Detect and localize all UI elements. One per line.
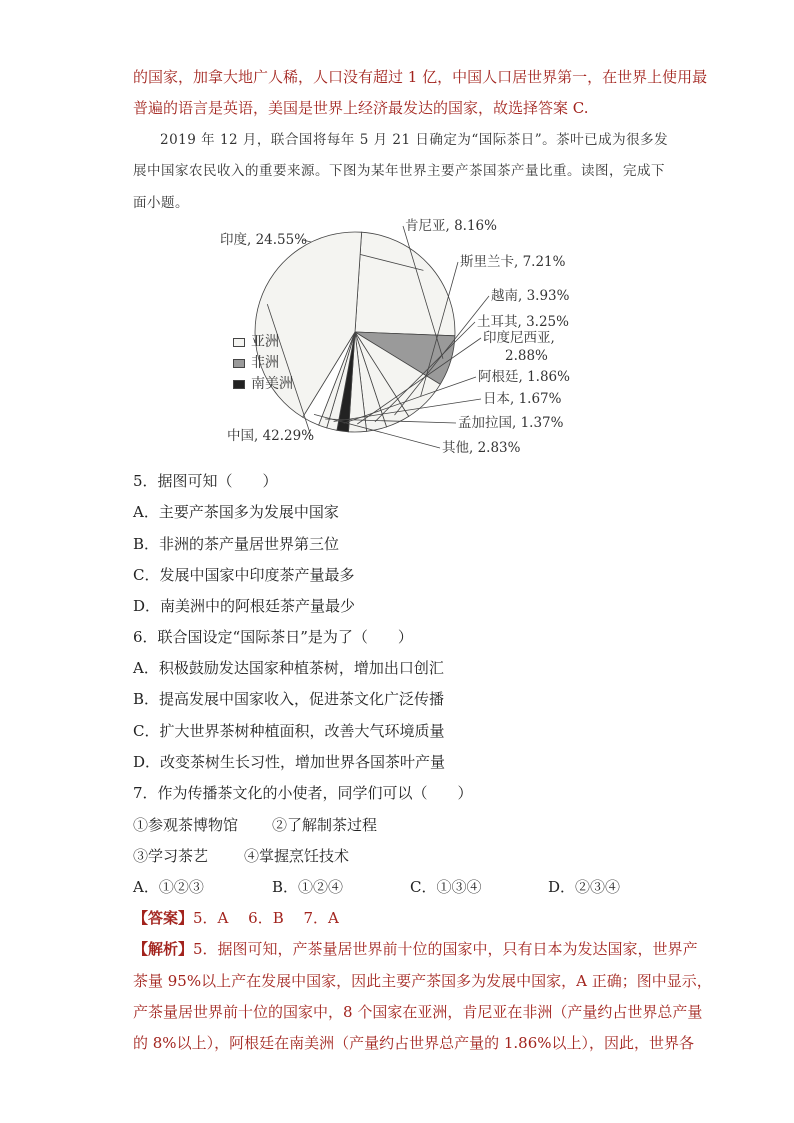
analysis-line-4: 的 8%以上），阿根廷在南美洲（产量约占世界总产量的 1.86%以上），因此，世界各 <box>133 1034 694 1052</box>
intro-line-2: 展中国家农民收入的重要来源。下图为某年世界主要产茶国茶产量比重。读图，完成下 <box>133 163 665 179</box>
question-6-stem: 6．联合国设定“国际茶日”是为了（ ） <box>133 628 413 646</box>
legend-swatch-asia <box>233 338 245 347</box>
legend-swatch-south-america <box>233 380 245 389</box>
question-7-item-4: ④掌握烹饪技术 <box>244 847 350 865</box>
pie-label-土耳其: 土耳其, 3.25% <box>477 314 569 330</box>
question-6-option-c: C．扩大世界茶树种植面积，改善大气环境质量 <box>133 722 445 740</box>
question-7-stem: 7．作为传播茶文化的小使者，同学们可以（ ） <box>133 784 473 802</box>
question-5-option-c: C．发展中国家中印度茶产量最多 <box>133 566 355 584</box>
pie-label-印度尼西亚-value: 2.88% <box>505 348 548 364</box>
legend-label-africa: 非洲 <box>251 355 279 371</box>
legend-item-africa <box>233 352 279 372</box>
pie-label-孟加拉国: 孟加拉国, 1.37% <box>458 415 564 431</box>
previous-answer-line-2: 普遍的语言是英语，美国是世界上经济最发达的国家，故选择答案 C. <box>133 99 589 117</box>
question-6-option-d: D．改变茶树生长习性，增加世界各国茶叶产量 <box>133 753 446 771</box>
pie-label-其他: 其他, 2.83% <box>442 440 521 456</box>
analysis-line-3: 产茶量居世界前十位的国家中，8 个国家在亚洲，肯尼亚在非洲（产量约占世界总产量 <box>133 1003 703 1021</box>
pie-label-越南: 越南, 3.93% <box>491 288 570 304</box>
answer-tag: 【答案】 <box>133 909 194 927</box>
pie-label-印度尼西亚: 印度尼西亚, <box>483 330 555 346</box>
intro-line-1: 2019 年 12 月，联合国将每年 5 月 21 日确定为“国际茶日”。茶叶已成为很多发 <box>160 132 669 148</box>
answer-text: 5．A 6．B 7．A <box>193 909 339 927</box>
question-7-option-c: C．①③④ <box>410 878 482 896</box>
pie-label-肯尼亚: 肯尼亚, 8.16% <box>405 218 497 234</box>
intro-line-3: 面小题。 <box>133 195 189 211</box>
question-6-option-a: A．积极鼓励发达国家种植茶树，增加出口创汇 <box>133 659 444 677</box>
pie-label-日本: 日本, 1.67% <box>483 391 562 407</box>
question-6-option-b: B．提高发展中国家收入，促进茶文化广泛传播 <box>133 690 445 708</box>
pie-label-斯里兰卡: 斯里兰卡, 7.21% <box>460 254 566 270</box>
pie-label-中国: 中国, 42.29% <box>227 428 315 444</box>
question-5-option-b: B．非洲的茶产量居世界第三位 <box>133 535 340 553</box>
question-5-option-d: D．南美洲中的阿根廷茶产量最少 <box>133 597 356 615</box>
tea-production-pie-chart <box>215 214 585 464</box>
question-7-option-a: A．①②③ <box>133 878 204 896</box>
legend-swatch-africa <box>233 359 245 368</box>
pie-slice-印度 <box>355 232 455 336</box>
analysis-line-2: 茶量 95%以上产在发展中国家，因此主要产茶国多为发展中国家，A 正确；图中显示， <box>133 972 712 990</box>
question-7-item-2: ②了解制茶过程 <box>272 816 378 834</box>
question-7-item-1: ①参观茶博物馆 <box>133 816 239 834</box>
legend-label-asia: 亚洲 <box>251 334 279 350</box>
previous-answer-line-1: 的国家，加拿大地广人稀，人口没有超过 1 亿，中国人口居世界第一，在世界上使用最 <box>133 68 708 86</box>
analysis-tag: 【解析】 <box>133 940 194 958</box>
question-7-option-b: B．①②④ <box>272 878 344 896</box>
legend-item-asia <box>233 331 279 351</box>
legend-item-south-america <box>233 373 293 393</box>
question-5-option-a: A．主要产茶国多为发展中国家 <box>133 503 339 521</box>
pie-label-印度: 印度, 24.55% <box>220 232 308 248</box>
answer-section <box>133 907 339 929</box>
pie-label-阿根廷: 阿根廷, 1.86% <box>478 369 570 385</box>
analysis-line-1: 5．据图可知，产茶量居世界前十位的国家中，只有日本为发达国家，世界产 <box>193 940 698 958</box>
question-7-item-3: ③学习茶艺 <box>133 847 209 865</box>
question-5-stem: 5．据图可知（ ） <box>133 472 278 490</box>
legend-label-south-america: 南美洲 <box>251 376 293 392</box>
question-7-option-d: D．②③④ <box>548 878 621 896</box>
